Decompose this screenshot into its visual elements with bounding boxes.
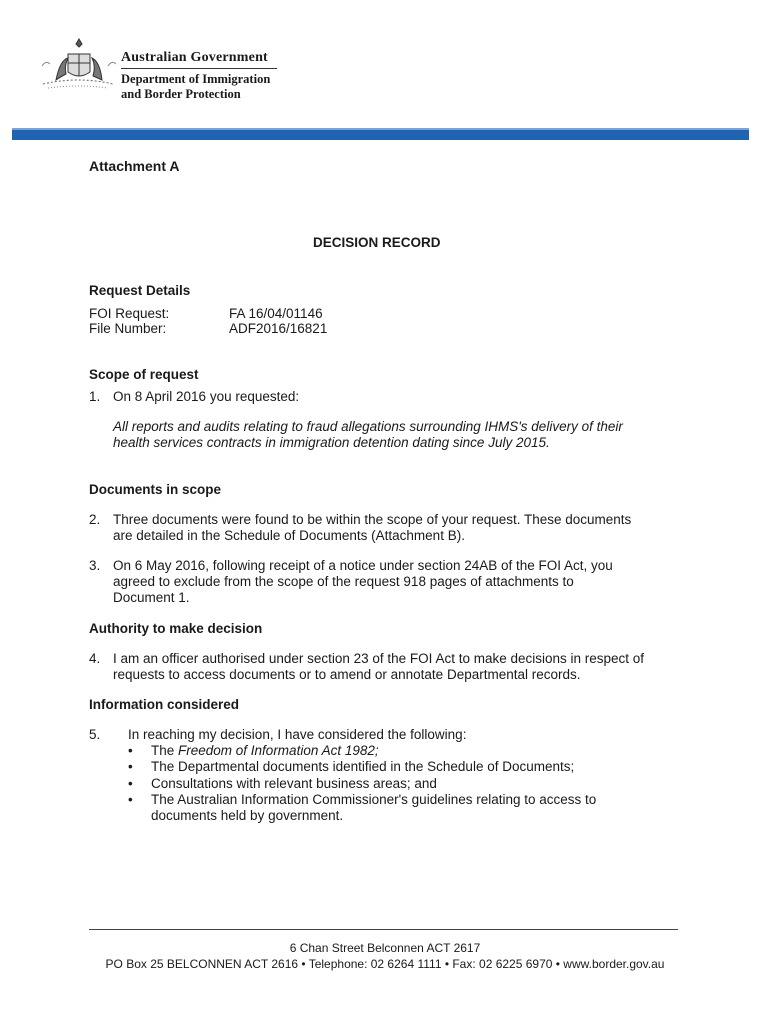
file-number-value: ADF2016/16821 — [229, 321, 328, 336]
footer-divider — [89, 929, 678, 930]
file-number-label: File Number: — [89, 321, 167, 336]
bullet-icon: • — [128, 759, 133, 775]
foi-request-label: FOI Request: — [89, 306, 170, 321]
considered-list — [124, 743, 644, 824]
list-item-text: The — [151, 743, 179, 758]
attachment-label: Attachment A — [89, 158, 180, 174]
paragraph-5 — [89, 727, 689, 743]
paragraph-4 — [89, 651, 689, 683]
paragraph-line: Three documents were found to be within the scope of your request. These documents — [113, 512, 632, 527]
bullet-icon: • — [128, 775, 133, 791]
bullet-icon: • — [128, 791, 133, 807]
authority-heading: Authority to make decision — [89, 621, 263, 636]
quote-line: health services contracts in immigration detention dating since July 2015. — [113, 435, 550, 450]
paragraph-text: In reaching my decision, I have considered the following: — [128, 727, 467, 742]
header-bar — [12, 130, 749, 140]
paragraph-line: agreed to exclude from the scope of the request 918 pages of attachments to — [113, 574, 574, 589]
paragraph-number: 4. — [89, 651, 101, 666]
list-item — [124, 776, 644, 792]
list-item-text: Consultations with relevant business areas; and — [151, 775, 437, 791]
footer-contact: PO Box 25 BELCONNEN ACT 2616 • Telephone: 02 6264 1111 • Fax: 02 6225 6970 • www.border.gov.au — [105, 957, 665, 971]
paragraph-line: are detailed in the Schedule of Documents (Attachment B). — [113, 528, 465, 543]
coat-of-arms-icon — [38, 36, 118, 96]
paragraph-line: I am an officer authorised under section 23 of the FOI Act to make decisions in respect of — [113, 651, 645, 666]
list-item — [124, 743, 644, 759]
list-item-text: documents held by government. — [151, 808, 344, 824]
paragraph-number: 1. — [89, 389, 101, 404]
document-title: DECISION RECORD — [313, 235, 441, 250]
paragraph-2 — [89, 512, 689, 544]
paragraph-3 — [89, 558, 689, 606]
act-title: Freedom of Information Act 1982; — [178, 743, 379, 758]
paragraph-1 — [89, 389, 689, 405]
list-item — [124, 792, 644, 808]
quote-line: All reports and audits relating to fraud allegations surrounding IHMS's delivery of their — [113, 419, 623, 434]
government-name: Australian Government — [121, 50, 268, 65]
information-heading: Information considered — [89, 697, 240, 712]
list-item-continuation — [124, 808, 644, 824]
paragraph-number: 2. — [89, 512, 101, 527]
footer-address: 6 Chan Street Belconnen ACT 2617 — [289, 941, 481, 955]
request-quote — [113, 419, 673, 451]
department-line-1: Department of Immigration — [121, 72, 271, 86]
bullet-icon: • — [128, 743, 133, 758]
paragraph-number: 5. — [89, 727, 101, 742]
paragraph-number: 3. — [89, 558, 101, 573]
header-divider — [121, 68, 277, 69]
paragraph-line: requests to access documents or to amend or annotate Departmental records. — [113, 667, 581, 682]
foi-request-value: FA 16/04/01146 — [229, 306, 323, 321]
list-item — [124, 759, 644, 775]
paragraph-line: On 6 May 2016, following receipt of a notice under section 24AB of the FOI Act, you — [113, 558, 613, 573]
scope-heading: Scope of request — [89, 367, 199, 382]
list-item-text: The Departmental documents identified in the Schedule of Documents; — [151, 759, 575, 775]
department-line-2: and Border Protection — [121, 87, 241, 101]
paragraph-line: Document 1. — [113, 590, 190, 605]
paragraph-text: On 8 April 2016 you requested: — [113, 389, 300, 404]
department-name — [121, 72, 270, 102]
documents-heading: Documents in scope — [89, 482, 222, 497]
list-item-text: The Australian Information Commissioner's guidelines relating to access to — [151, 791, 597, 807]
request-details-heading: Request Details — [89, 283, 191, 298]
